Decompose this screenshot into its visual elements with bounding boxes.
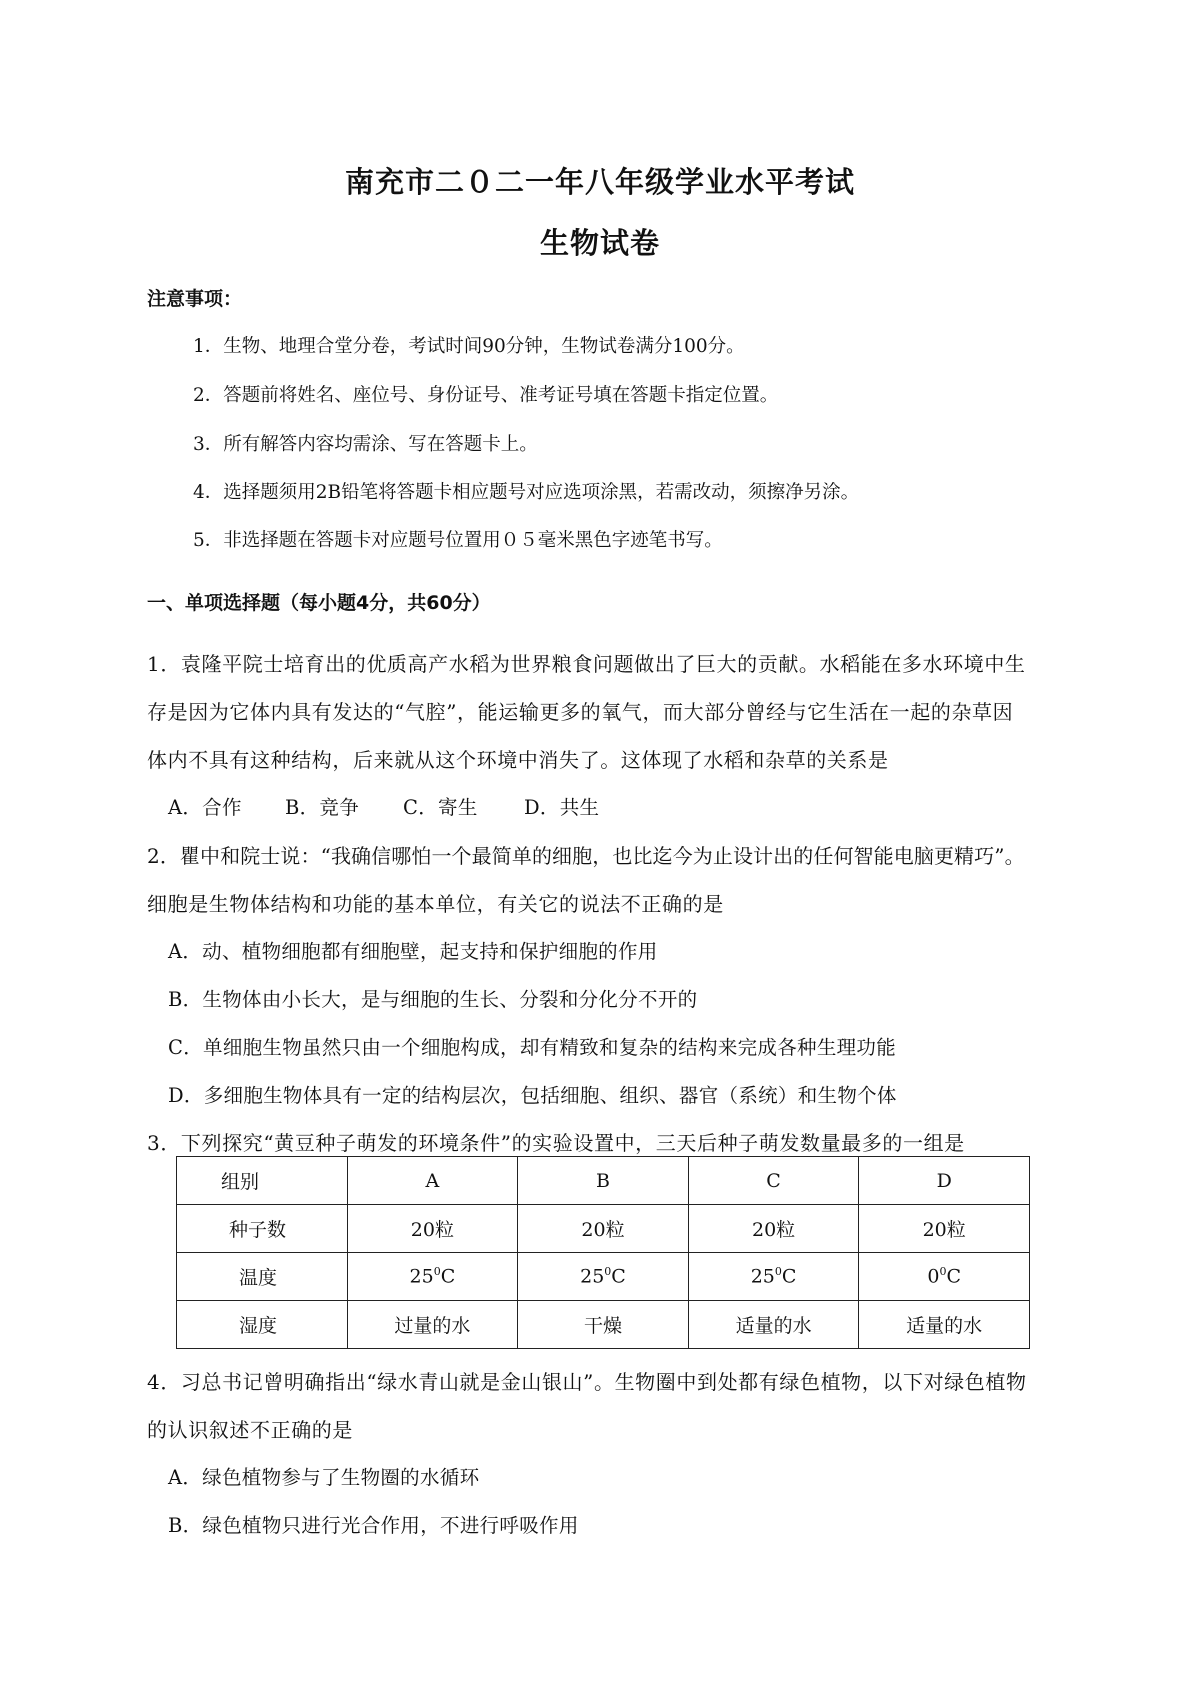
- option-b: B．竞争: [285, 796, 360, 819]
- table-cell: 组别: [177, 1157, 348, 1205]
- temperature-value: 0: [927, 1265, 940, 1288]
- question-line: 3．下列探究“黄豆种子萌发的环境条件”的实验设置中，三天后种子萌发数量最多的一组是: [147, 1131, 965, 1155]
- notice-item: 2．答题前将姓名、座位号、身份证号、准考证号填在答题卡指定位置。: [193, 385, 779, 406]
- question-line: 体内不具有这种结构，后来就从这个环境中消失了。这体现了水稻和杂草的关系是: [147, 748, 889, 772]
- degree-unit: C: [611, 1265, 626, 1288]
- exam-title: 南充市二０二一年八年级学业水平考试: [344, 165, 855, 199]
- option-a: A．绿色植物参与了生物圈的水循环: [168, 1466, 480, 1489]
- notice-heading: 注意事项：: [147, 288, 243, 310]
- table-cell: B: [518, 1157, 689, 1205]
- table-cell: [688, 1253, 859, 1301]
- table-cell: [859, 1253, 1030, 1301]
- degree-unit: C: [946, 1265, 961, 1288]
- notice-item: 4．选择题须用2B铅笔将答题卡相应题号对应选项涂黑，若需改动，须擦净另涂。: [193, 482, 860, 503]
- option-b: B．生物体由小长大，是与细胞的生长、分裂和分化分不开的: [168, 988, 698, 1011]
- table-cell: 湿度: [177, 1301, 348, 1349]
- table-cell: 20粒: [688, 1205, 859, 1253]
- degree-unit: C: [440, 1265, 456, 1288]
- table-row: [177, 1301, 1030, 1349]
- degree-sup: 0: [939, 1265, 947, 1279]
- table-cell: 过量的水: [347, 1301, 518, 1349]
- option-b: B．绿色植物只进行光合作用，不进行呼吸作用: [168, 1514, 579, 1537]
- table-row: [177, 1253, 1030, 1301]
- table-cell: 适量的水: [688, 1301, 859, 1349]
- degree-sup: 0: [604, 1265, 612, 1279]
- question-line: 1．袁隆平院士培育出的优质高产水稻为世界粮食问题做出了巨大的贡献。水稻能在多水环境中生: [147, 652, 1026, 676]
- table-cell: [347, 1253, 518, 1301]
- temperature-value: 25: [409, 1265, 434, 1288]
- notice-item: 1．生物、地理合堂分卷，考试时间90分钟，生物试卷满分100分。: [193, 336, 745, 357]
- question-line: 的认识叙述不正确的是: [147, 1418, 353, 1442]
- option-d: D．共生: [524, 796, 600, 819]
- degree-sup: 0: [433, 1265, 441, 1279]
- question-line: 细胞是生物体结构和功能的基本单位，有关它的说法不正确的是: [147, 892, 724, 916]
- option-d: D．多细胞生物体具有一定的结构层次，包括细胞、组织、器官（系统）和生物个体: [168, 1084, 897, 1107]
- table-cell: 适量的水: [859, 1301, 1030, 1349]
- temperature-value: 25: [750, 1265, 775, 1288]
- table-cell: C: [688, 1157, 859, 1205]
- option-a: A．合作: [168, 796, 242, 819]
- option-c: C．单细胞生物虽然只由一个细胞构成，却有精致和复杂的结构来完成各种生理功能: [168, 1036, 897, 1059]
- temperature-value: 25: [580, 1265, 605, 1288]
- section-heading: 一、单项选择题（每小题4分，共60分）: [147, 592, 491, 614]
- notice-item: 3．所有解答内容均需涂、写在答题卡上。: [193, 434, 538, 455]
- table-row: [177, 1205, 1030, 1253]
- table-row: [177, 1157, 1030, 1205]
- degree-unit: C: [781, 1265, 797, 1288]
- option-a: A．动、植物细胞都有细胞壁，起支持和保护细胞的作用: [168, 940, 658, 963]
- table-cell: 20粒: [347, 1205, 518, 1253]
- notice-item: 5．非选择题在答题卡对应题号位置用０５毫米黑色字迹笔书写。: [193, 530, 723, 551]
- exam-subtitle: 生物试卷: [539, 226, 660, 260]
- table-cell: 种子数: [177, 1205, 348, 1253]
- question-line: 2．瞿中和院士说：“我确信哪怕一个最简单的细胞，也比迄今为止设计出的任何智能电脑更精巧”。: [147, 844, 1025, 868]
- degree-sup: 0: [774, 1265, 782, 1279]
- table-cell: 温度: [177, 1253, 348, 1301]
- table-cell: 20粒: [859, 1205, 1030, 1253]
- table-cell: [518, 1253, 689, 1301]
- table-cell: A: [347, 1157, 518, 1205]
- table-cell: 20粒: [518, 1205, 689, 1253]
- question-line: 4．习总书记曾明确指出“绿水青山就是金山银山”。生物圈中到处都有绿色植物，以下对绿色植物: [147, 1370, 1027, 1394]
- table-cell: D: [859, 1157, 1030, 1205]
- experiment-table: [176, 1156, 1030, 1349]
- question-line: 存是因为它体内具有发达的“气腔”，能运输更多的氧气，而大部分曾经与它生活在一起的杂草因: [147, 700, 1014, 724]
- table-cell: 干燥: [518, 1301, 689, 1349]
- option-c: C．寄生: [403, 796, 478, 819]
